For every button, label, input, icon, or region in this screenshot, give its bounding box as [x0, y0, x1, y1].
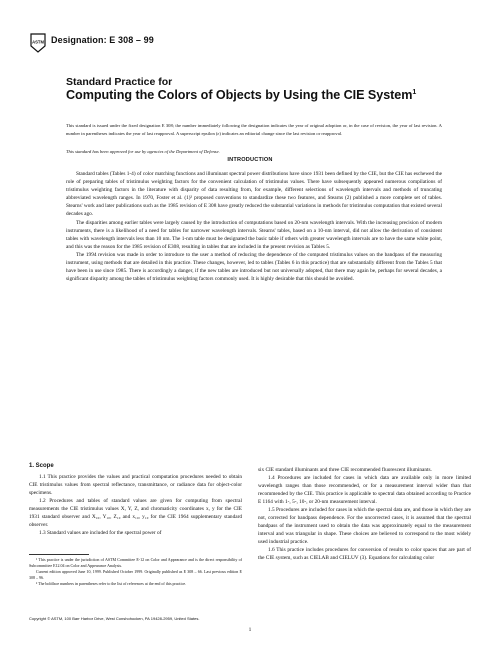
- scope-paragraph: 1.3 Standard values are included for the spectral power of: [39, 530, 162, 536]
- page-number: 1: [248, 627, 252, 633]
- intro-paragraph: The disparities among earlier tables were largely caused by the introduction of computations based on 20-nm wavelength intervals. With the increasing precision of modern instruments, there is a likelihood of a need for tables for narrower wavelength intervals. Stearns' tables, based on a 10-nm interval, did not allow the derivation of consistent tables with wavelength intervals less than 10 nm. The 1-nm table must be designated the basic table if others with greater wavelength intervals are to have the same white point, and this was the reason for the 1985 revision of E308, resulting in tables that are included in the present revision as Tables 5.: [66, 219, 442, 250]
- intro-paragraph: Standard tables (Tables 1-4) of color matching functions and illuminant spectral power distributions have since 1931 been defined by the CIE, but the CIE has eschewed the role of preparing tables of tristimulus weighting factors for the convenient calculation of tristimulus values. There have subsequently appeared numerous compilations of tristimulus weighting factors in the literature with disparity of data resulting from, for example, different selections of wavelength intervals and methods of truncating abbreviated wavelength ranges. In 1970, Foster et al. (1)² proposed conventions to standardize these two features, and Stearns (2) published a more complete set of tables. Stearns' work and later publications such as the 1985 revision of E 308 have greatly reduced the substantial variations in methods for tristimulus computation that existed several decades ago.: [66, 171, 442, 218]
- footnote: Current edition approved June 10, 1999. Published October 1999. Originally published as E 308 – 66. Last previous edition E 308 – 96.: [29, 569, 242, 580]
- title-line-2: Computing the Colors of Objects by Using the CIE System: [66, 88, 413, 102]
- scope-paragraph: 1.4 Procedures are included for cases in which data are available only in more limited wavelength ranges than those recommended, or for a measurement interval wider than that recommended by the CIE. This practice is applicable to spectral data obtained according to Practice E 1164 with 1-, 5-, 10-, or 20-nm measurement interval.: [258, 475, 471, 505]
- scope-paragraph: 1.2 Procedures and tables of standard values are given for computing from spectral measurements the CIE tristimulus values X, Y, Z, and chromaticity coordinates x, y for the CIE 1931 standard observer and X₁₀, Y₁₀, Z₁₀ and x₁₀, y₁₀ for the CIE 1964 supplementary standard observer.: [29, 498, 242, 528]
- svg-text:ASTM: ASTM: [32, 39, 44, 45]
- footnote: ² The boldface numbers in parentheses refer to the list of references at the end of this practice.: [36, 581, 187, 586]
- document-title: [66, 88, 416, 102]
- right-column: [258, 466, 471, 562]
- scope-paragraph: 1.1 This practice provides the values and practical computation procedures needed to obtain CIE tristimulus values from spectral reflectance, transmittance, or radiance data for object-color specimens.: [29, 474, 242, 496]
- intro-paragraph: The 1994 revision was made in order to introduce to the user a method of reducing the dependence of the computed tristimulus values on the bandpass of the measuring instrument, using methods that are detailed in this practice. These changes, however, led to tables (Tables 6 in this practice) that are substantially different from the Tables 5 that have been in use since 1985. There is accordingly a danger, if the new tables are introduced but not universally adopted, that there may again be, perhaps for several decades, a significant disparity among the tables of tristimulus weighting factors commonly used. It is highly desirable that this should be avoided.: [66, 251, 442, 283]
- scope-paragraph: 1.5 Procedures are included for cases in which the spectral data are, and those in which they are not, corrected for bandpass dependence. For the uncorrected cases, it is assumed that the spectral bandpass of the instrument used to obtain the data was approximately equal to the measurement interval and was triangular in shape. These choices are believed to correspond to the most widely used industrial practice.: [258, 507, 471, 545]
- scope-paragraph: six CIE standard illuminants and three CIE recommended fluorescent illuminants.: [258, 467, 432, 473]
- approval-note: This standard has been approved for use by agencies of the Department of Defense.: [66, 149, 220, 154]
- designation: Designation: E 308 – 99: [51, 35, 154, 45]
- footnote: ¹ This practice is under the jurisdiction of ASTM Committee E-12 on Color and Appearance and is the direct responsibility of Subcommittee E12.04 on Color and Appearance Analysis.: [29, 557, 242, 568]
- footnote-rule: [29, 554, 89, 555]
- scope-paragraph: 1.6 This practice includes procedures for conversion of results to color spaces that are part of the CIE system, such as CIELAB and CIELUV (3). Equations for calculating color: [258, 547, 471, 561]
- footnotes: [29, 557, 242, 587]
- title-line-1: Standard Practice for: [66, 76, 173, 88]
- astm-logo: [30, 33, 46, 53]
- left-column: [29, 462, 242, 537]
- introduction-heading: INTRODUCTION: [227, 157, 273, 163]
- introduction-body: [66, 170, 442, 283]
- scope-heading: 1. Scope: [29, 463, 54, 469]
- copyright-line: Copyright © ASTM, 100 Barr Harbor Drive, West Conshohocken, PA 19428-2959, United States.: [29, 616, 200, 621]
- issue-note: This standard is issued under the fixed designation E 308; the number immediately following the designation indicates the year of original adoption or, in the case of revision, the year of last revision. A number in parentheses indicates the year of last reapproval. A superscript epsilon (ε) indicates an editorial change since the last revision or reapproval.: [66, 123, 442, 136]
- title-footnote-mark: 1: [412, 89, 417, 96]
